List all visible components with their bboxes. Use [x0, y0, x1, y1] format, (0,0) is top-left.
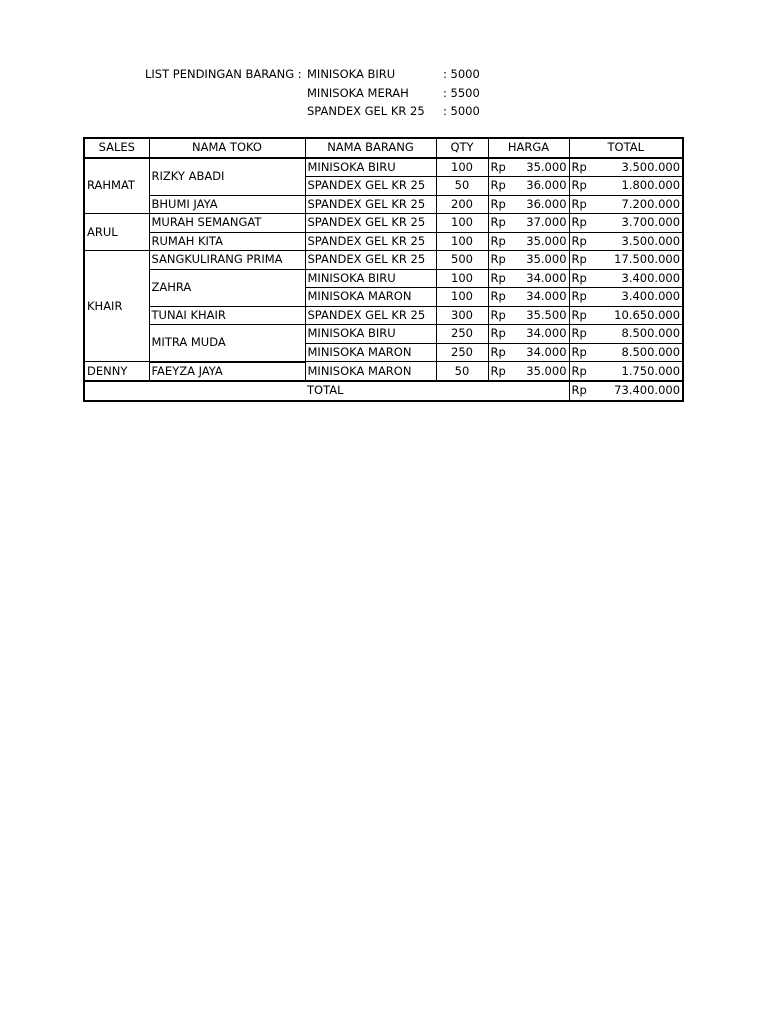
sales-name: KHAIR — [84, 251, 149, 362]
currency-label: Rp — [569, 158, 597, 177]
currency-label: Rp — [488, 343, 514, 362]
pending-item-value: : 5000 — [443, 67, 480, 81]
currency-label: Rp — [488, 214, 514, 233]
table-row — [84, 158, 683, 177]
item-name: MINISOKA BIRU — [305, 325, 436, 344]
total-spacer — [84, 381, 305, 401]
store-name: MITRA MUDA — [149, 325, 305, 362]
total-value: 3.400.000 — [597, 269, 683, 288]
column-header-store: NAMA TOKO — [149, 138, 305, 158]
item-name: SPANDEX GEL KR 25 — [305, 232, 436, 251]
qty-value: 100 — [436, 232, 488, 251]
total-value: 8.500.000 — [597, 325, 683, 344]
table-row — [84, 232, 683, 251]
table-header-row — [84, 138, 683, 158]
price-value: 35.000 — [514, 232, 569, 251]
total-value: 3.500.000 — [597, 232, 683, 251]
total-value: 8.500.000 — [597, 343, 683, 362]
currency-label: Rp — [488, 158, 514, 177]
item-name: SPANDEX GEL KR 25 — [305, 306, 436, 325]
pending-list-label: LIST PENDINGAN BARANG : — [145, 67, 302, 81]
currency-label: Rp — [569, 362, 597, 382]
currency-label: Rp — [569, 343, 597, 362]
currency-label: Rp — [569, 232, 597, 251]
total-label: TOTAL — [305, 381, 569, 401]
item-name: SPANDEX GEL KR 25 — [305, 195, 436, 214]
total-value: 1.800.000 — [597, 177, 683, 196]
qty-value: 100 — [436, 269, 488, 288]
currency-label: Rp — [488, 177, 514, 196]
total-value: 7.200.000 — [597, 195, 683, 214]
qty-value: 500 — [436, 251, 488, 270]
total-value: 10.650.000 — [597, 306, 683, 325]
qty-value: 200 — [436, 195, 488, 214]
currency-label: Rp — [569, 325, 597, 344]
currency-label: Rp — [569, 306, 597, 325]
item-name: MINISOKA MARON — [305, 362, 436, 382]
sales-name: ARUL — [84, 214, 149, 251]
table-row — [84, 251, 683, 270]
qty-value: 250 — [436, 325, 488, 344]
item-name: MINISOKA MARON — [305, 343, 436, 362]
table-row — [84, 214, 683, 233]
price-value: 35.000 — [514, 362, 569, 382]
store-name: BHUMI JAYA — [149, 195, 305, 214]
total-value: 3.500.000 — [597, 158, 683, 177]
item-name: MINISOKA MARON — [305, 288, 436, 307]
price-value: 35.000 — [514, 251, 569, 270]
column-header-sales: SALES — [84, 138, 149, 158]
currency-label: Rp — [569, 195, 597, 214]
price-value: 37.000 — [514, 214, 569, 233]
qty-value: 100 — [436, 214, 488, 233]
store-name: RIZKY ABADI — [149, 158, 305, 196]
column-header-qty: QTY — [436, 138, 488, 158]
currency-label: Rp — [569, 177, 597, 196]
currency-label: Rp — [569, 269, 597, 288]
price-value: 35.500 — [514, 306, 569, 325]
price-value: 34.000 — [514, 288, 569, 307]
sales-name: DENNY — [84, 362, 149, 382]
table-row — [84, 362, 683, 382]
table-row — [84, 325, 683, 344]
currency-label: Rp — [488, 251, 514, 270]
store-name: MURAH SEMANGAT — [149, 214, 305, 233]
sales-name: RAHMAT — [84, 158, 149, 214]
store-name: SANGKULIRANG PRIMA — [149, 251, 305, 270]
grand-total-value: 73.400.000 — [597, 381, 683, 401]
item-name: SPANDEX GEL KR 25 — [305, 251, 436, 270]
currency-label: Rp — [569, 214, 597, 233]
qty-value: 50 — [436, 362, 488, 382]
total-value: 3.400.000 — [597, 288, 683, 307]
currency-label: Rp — [488, 325, 514, 344]
table-row — [84, 195, 683, 214]
pending-item-name: MINISOKA MERAH — [307, 86, 409, 100]
store-name: TUNAI KHAIR — [149, 306, 305, 325]
column-header-total: TOTAL — [569, 138, 683, 158]
store-name: FAEYZA JAYA — [149, 362, 305, 382]
currency-label: Rp — [569, 251, 597, 270]
currency-label: Rp — [569, 288, 597, 307]
item-name: MINISOKA BIRU — [305, 158, 436, 177]
price-value: 36.000 — [514, 177, 569, 196]
currency-label: Rp — [488, 232, 514, 251]
qty-value: 300 — [436, 306, 488, 325]
total-value: 17.500.000 — [597, 251, 683, 270]
pending-item-name: MINISOKA BIRU — [307, 67, 396, 81]
price-value: 34.000 — [514, 325, 569, 344]
table-row — [84, 269, 683, 288]
currency-label: Rp — [488, 269, 514, 288]
currency-label: Rp — [488, 288, 514, 307]
pending-item-value: : 5000 — [443, 104, 480, 118]
qty-value: 100 — [436, 158, 488, 177]
total-row — [84, 381, 683, 401]
pending-item-value: : 5500 — [443, 86, 480, 100]
currency-label: Rp — [569, 381, 597, 401]
table-row — [84, 306, 683, 325]
store-name: RUMAH KITA — [149, 232, 305, 251]
column-header-price: HARGA — [488, 138, 569, 158]
price-value: 34.000 — [514, 343, 569, 362]
sales-table — [83, 137, 684, 402]
total-value: 1.750.000 — [597, 362, 683, 382]
item-name: SPANDEX GEL KR 25 — [305, 214, 436, 233]
qty-value: 100 — [436, 288, 488, 307]
currency-label: Rp — [488, 362, 514, 382]
price-value: 34.000 — [514, 269, 569, 288]
qty-value: 250 — [436, 343, 488, 362]
currency-label: Rp — [488, 195, 514, 214]
qty-value: 50 — [436, 177, 488, 196]
currency-label: Rp — [488, 306, 514, 325]
price-value: 35.000 — [514, 158, 569, 177]
item-name: MINISOKA BIRU — [305, 269, 436, 288]
pending-item-name: SPANDEX GEL KR 25 — [307, 104, 425, 118]
total-value: 3.700.000 — [597, 214, 683, 233]
price-value: 36.000 — [514, 195, 569, 214]
item-name: SPANDEX GEL KR 25 — [305, 177, 436, 196]
store-name: ZAHRA — [149, 269, 305, 306]
column-header-item: NAMA BARANG — [305, 138, 436, 158]
